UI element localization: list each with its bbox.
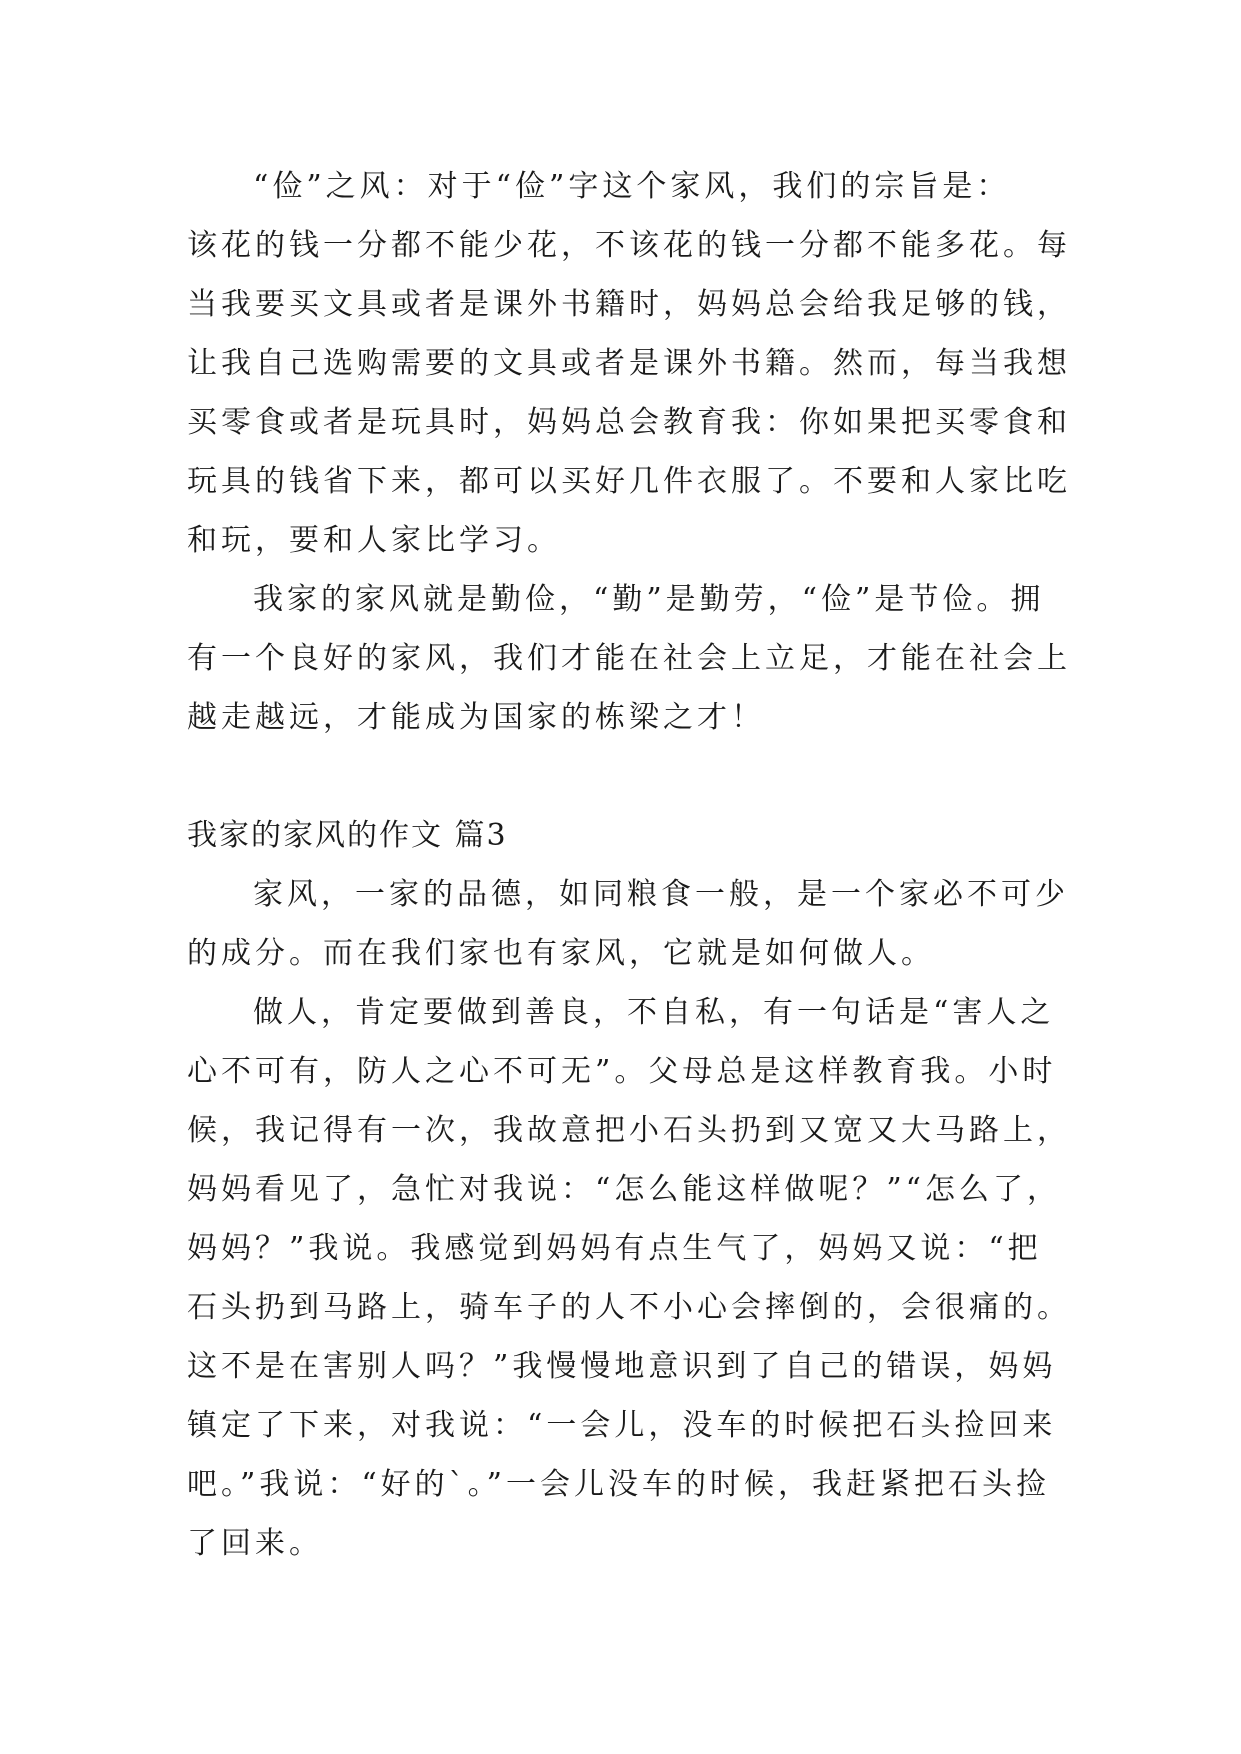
- text-line: 当我要买文具或者是课外书籍时，妈妈总会给我足够的钱，: [187, 287, 1071, 322]
- text-line: “俭”之风：对于“俭”字这个家风，我们的宗旨是：: [253, 169, 1011, 204]
- text-line: 有一个良好的家风，我们才能在社会上立足，才能在社会上: [187, 641, 1071, 676]
- document-body: [187, 157, 1071, 1573]
- text-line: 和玩，要和人家比学习。: [187, 523, 561, 558]
- paragraph-thrift-style: [187, 157, 1071, 570]
- text-line: 该花的钱一分都不能少花，不该花的钱一分都不能多花。每: [187, 228, 1071, 263]
- text-line: 买零食或者是玩具时，妈妈总会教育我：你如果把买零食和: [187, 405, 1071, 440]
- text-line: 家风，一家的品德，如同粮食一般，是一个家必不可少: [253, 877, 1069, 912]
- text-line: 妈妈？”我说。我感觉到妈妈有点生气了，妈妈又说：“把: [187, 1231, 1042, 1266]
- text-line: 越走越远，才能成为国家的栋梁之才！: [187, 700, 765, 735]
- section-heading: [187, 806, 1067, 865]
- text-line: 妈妈看见了，急忙对我说：“怎么能这样做呢？”“怎么了，: [187, 1172, 1062, 1207]
- paragraph-family-virtue: [187, 865, 1067, 983]
- text-line: 候，我记得有一次，我故意把小石头扔到又宽又大马路上，: [187, 1113, 1071, 1148]
- section-spacer: [187, 747, 1067, 806]
- text-line: 我家的家风就是勤俭，“勤”是勤劳，“俭”是节俭。拥: [253, 582, 1045, 617]
- text-line: 心不可有，防人之心不可无”。父母总是这样教育我。小时: [187, 1054, 1057, 1089]
- heading-text: 我家的家风的作文 篇3: [187, 818, 508, 853]
- text-line: 石头扔到马路上，骑车子的人不小心会摔倒的，会很痛的。: [187, 1290, 1071, 1325]
- text-line: 玩具的钱省下来，都可以买好几件衣服了。不要和人家比吃: [187, 464, 1071, 499]
- paragraph-family-style-summary: [187, 570, 1071, 747]
- text-line: 吧。”我说：“好的`。”一会儿没车的时候，我赶紧把石头捡: [187, 1467, 1051, 1502]
- text-line: 了回来。: [187, 1526, 323, 1561]
- text-line: 的成分。而在我们家也有家风，它就是如何做人。: [187, 936, 935, 971]
- paragraph-stone-story: [187, 983, 1071, 1573]
- text-line: 镇定了下来，对我说：“一会儿，没车的时候把石头捡回来: [187, 1408, 1057, 1443]
- text-line: 这不是在害别人吗？”我慢慢地意识到了自己的错误，妈妈: [187, 1349, 1057, 1384]
- text-line: 做人，肯定要做到善良，不自私，有一句话是“害人之: [253, 995, 1055, 1030]
- text-line: 让我自己选购需要的文具或者是课外书籍。然而，每当我想: [187, 346, 1071, 381]
